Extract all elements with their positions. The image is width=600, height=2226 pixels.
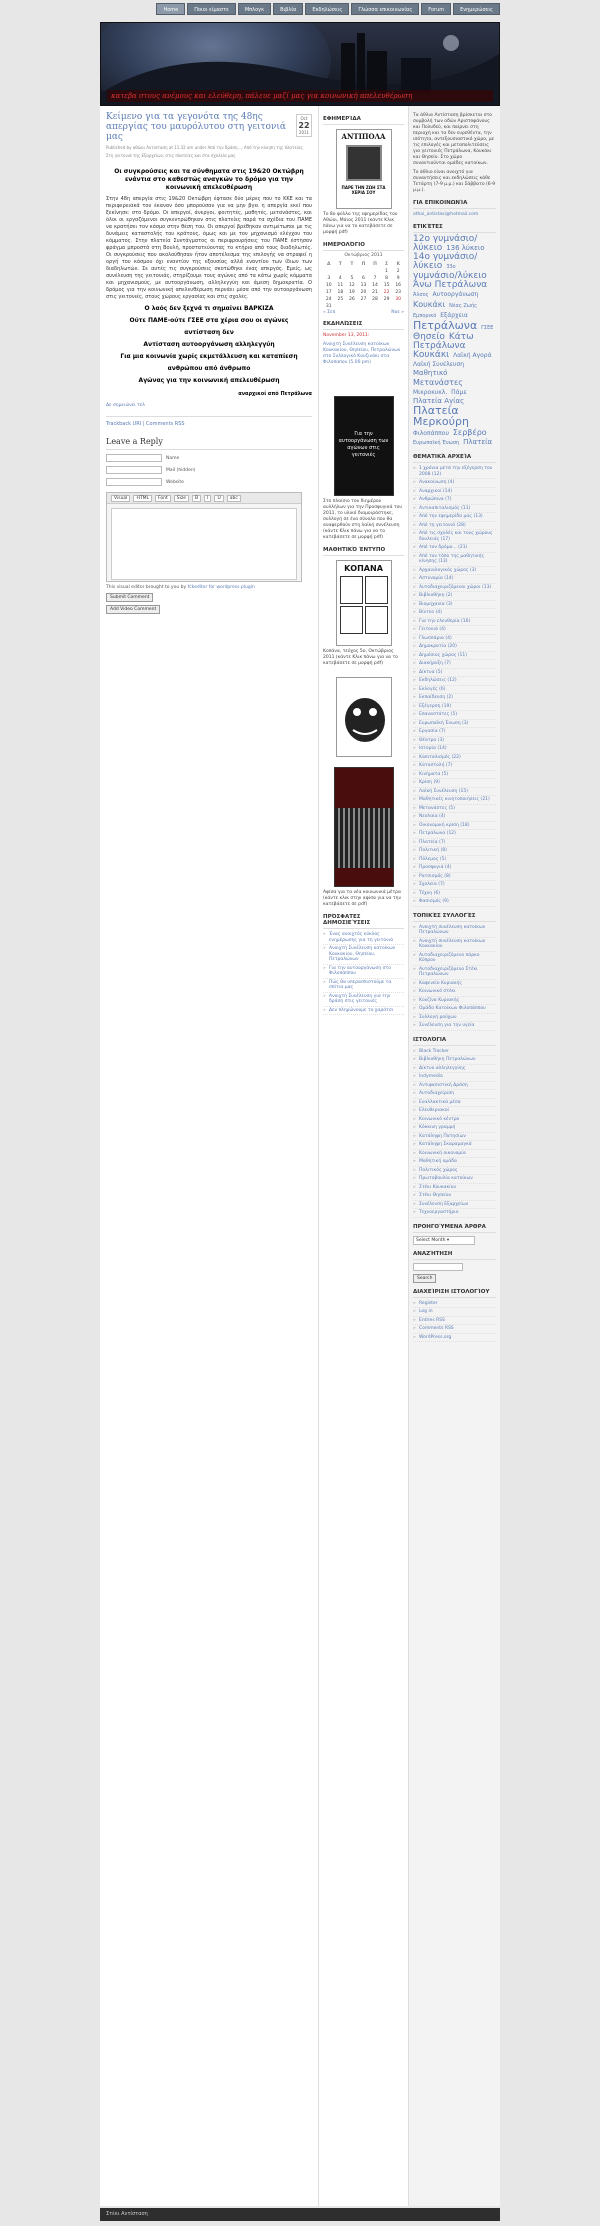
blogroll-link[interactable]: » Πρωτοβουλία κατοίκων [413,1175,496,1184]
blogroll-link[interactable]: » Ελευθεριακοί [413,1107,496,1116]
about-text: Τα άθλια Αντίσταση βρίσκεται στο συμβολή των οδών Αριστοφάνους και Πολυδεύ, και παίρνει στη περιοχή και τα δεν ευρεθέντα, την ισότητα, αντεξουσιαστικό χώρο, με τις επιλογές και μεταπολιτεύσεις για γειτονιές Πετράλωνα, Κουκάκι και Θησείο. Στο χώρο συναντιούνται ομάδες κατοίκων. [413,113,495,166]
category-link[interactable]: » Ευρωπαϊκή Ένωση (3) [413,720,496,729]
contact-title: ΓΙΑ ΕΠΙΚΟΙΝΩΝΊΑ [413,200,496,209]
tag-link[interactable]: Πλατεία Αγίας [413,397,465,405]
blogroll-link[interactable]: » Indymedia [413,1073,496,1082]
calendar-day[interactable]: 29 [383,297,390,302]
website-input[interactable] [106,478,162,486]
cartoon-image[interactable] [336,677,392,757]
poster-widget-text: Αφίσα για τα νέα κοινωνικά μέτρα (κάντε κλικ στην αφίσα για να την κατεβάσετε σε pdf) [323,890,402,907]
blogroll-title: ΙΣΤΟΛΌΓΙΑ [413,1037,496,1046]
website-label: Website [166,479,184,485]
calendar-day-header: Π [373,262,377,267]
blogroll-link[interactable]: » Βιβλιοθήκη Πετραλώνων [413,1056,496,1065]
mail-field-row [106,466,312,474]
slogan-line: Αντίσταση αυτοοργάνωση αλληλεγγύη [143,341,275,348]
cover-subtitle: ΠΑΡΕ ΤΗΝ ΖΩΗ ΣΤΑ ΧΕΡΙΑ ΣΟΥ [341,185,386,195]
calendar-nav [323,310,404,315]
blogroll-link[interactable]: » Εναλλακτικά μέσα [413,1099,496,1108]
editor-toolbar-button[interactable]: HTML [133,495,152,502]
tag-link[interactable]: Εξάρχεια [440,312,468,319]
recent-posts-title: ΠΡΌΣΦΑΤΕΣ ΔΗΜΟΣΙΕΎΣΕΙΣ [323,914,404,929]
cover-graphic [346,145,382,181]
category-link[interactable]: » Βίντεο (4) [413,609,496,618]
post-meta: Published by αθώοι Αντίσταση at 11:32 am under Από την δράση..., Από την κίνηση της πλατείας [106,145,303,150]
editor-toolbar-button[interactable]: Size [174,495,189,502]
tag-link[interactable]: γυμνάσιο/λύκειο [413,271,487,281]
tag-link[interactable]: Ευρωπαϊκή Ένωση [413,440,460,446]
category-link[interactable]: » Αρχαιολογικός χώρος (3) [413,567,496,576]
tag-link[interactable]: Λαϊκή Αγορά [453,352,492,359]
calendar-week [323,296,404,303]
local-link[interactable]: » Καφενείο Κυριακής [413,980,496,989]
event-date: November 13, 2011: [323,333,370,338]
category-link[interactable]: » Εκδηλώσεις (12) [413,677,496,686]
tag-link[interactable]: Κουκάκι [413,300,446,309]
tag-link[interactable]: 12ο γυμνάσιο/λύκειο [413,234,478,253]
tag-link[interactable]: Μαθητικό [413,369,448,377]
search-form [413,1263,496,1271]
tag-link[interactable]: Σερβέρο [452,428,487,437]
admin-link[interactable]: » Entries RSS [413,1317,496,1326]
local-link[interactable]: » Συνέλευση για την υγεία [413,1022,496,1031]
blogroll-link[interactable]: » Κατάληψη Σκαραμαγκά [413,1141,496,1150]
newspaper-cover-image[interactable] [336,129,392,209]
admin-title: ΔΙΑΧΕΊΡΙΣΗ ΙΣΤΟΛΟΓΊΟΥ [413,1289,496,1298]
calendar-week [323,303,404,310]
post-signature: αναρχικοί από Πετράλωνα [238,391,312,397]
local-link[interactable]: » Ανοιχτή συνέλευση κατοίκων Πετραλώνων [413,924,496,938]
calendar-week [323,282,404,289]
slogan-line: Αγώνας για την κοινωνική απελευθέρωση [138,377,280,384]
post-tags-link[interactable]: Δε σημειώνει τελ [106,403,145,408]
category-link[interactable]: » 1 χρόνια μετά την εξέγερση του 2008 (12) [413,465,496,479]
reply-title: Leave a Reply [106,437,312,450]
calendar-day[interactable]: 25 [337,297,344,302]
calendar-day [346,303,358,310]
category-link[interactable]: » Φασισμός (9) [413,898,496,907]
editor-toolbar-button[interactable]: I [204,495,211,502]
category-link[interactable]: » Θέατρο (3) [413,737,496,746]
calendar-day[interactable]: 23 [395,290,402,295]
category-link[interactable]: » Βιβλιοθήκη (2) [413,592,496,601]
events-widget-text: Στο πλαίσιο του διημέρου αυλλήλων για την Προσφυγικά του 2011, το υλικό διαμοιράστηκε, συλλογή σε ένα σύνολο που θα αναφερθούν στη λαϊκή συνέλευση (κάντε Κλικ πάνω για να το κατεβάσετε σε μορφή pdf) [323,499,402,540]
calendar-day-header: Σ [385,262,389,267]
categories-list [413,465,496,907]
tag-link[interactable]: Πλατεία Μερκούρη [413,404,469,428]
archive-title: ΠΡΟΗΓΟΎΜΕΝΑ ΆΡΘΡΑ [413,1224,496,1233]
category-link[interactable]: » Ανθρώπινα (7) [413,496,496,505]
blogroll-link[interactable]: » Κοινωνική οικονομία [413,1150,496,1159]
tag-link[interactable]: Μετανάστες [413,378,463,387]
category-link[interactable]: » Διακήρυξη (7) [413,660,496,669]
nav-item[interactable]: Μπλογκ [238,3,271,15]
tag-link[interactable]: Φιλοπάππου [413,430,449,437]
editor-toolbar-button[interactable]: Visual [111,495,130,502]
calendar-month: Οκτώβριος 2011 [344,253,383,258]
blogroll-link[interactable]: » Δίκτυο αλληλεγγύης [413,1065,496,1074]
categories-title: ΘΕΜΑΤΙΚΆ ΑΡΧΕΊΑ [413,454,496,463]
tag-link[interactable]: Θησείο [413,332,445,342]
category-link[interactable]: » Πετράλωνα (12) [413,830,496,839]
category-link[interactable]: » Σχολεία (7) [413,881,496,890]
tag-link[interactable]: Πλατεία [463,438,493,446]
category-link[interactable]: » Τέχνη (6) [413,890,496,899]
calendar-day-header: Τ [350,262,354,267]
tag-link[interactable]: Λαϊκή Συνέλευση [413,361,465,368]
tag-link[interactable]: Νέας Ζωής [449,303,478,309]
calendar-week [323,289,404,296]
category-link[interactable]: » Αναρχικοί (14) [413,488,496,497]
event-poster-image[interactable] [334,396,394,496]
student-widget-title: ΜΑΘΗΤΙΚΌ ΈΝΤΥΠΟ [323,547,404,556]
nav-item[interactable]: Εκδηλώσεις [305,3,349,15]
category-link[interactable]: » Πόλεμος (5) [413,856,496,865]
editor-toolbar-button[interactable]: abc [227,495,241,502]
category-link[interactable]: » Λαϊκή Συνέλευση (15) [413,788,496,797]
admin-list [413,1300,496,1343]
tag-link[interactable]: 136 λύκειο [446,244,485,252]
slogan-line: ανθρώπου από άνθρωπο [167,365,251,372]
tag-cloud [413,235,496,448]
calendar-day[interactable]: 31 [325,304,332,309]
calendar-day [335,268,347,275]
calendar-day [392,303,404,310]
search-input[interactable] [413,1263,463,1271]
calendar-day[interactable]: 12 [349,283,355,288]
tag-link[interactable]: Μικροκυκλ. [413,389,448,396]
local-link[interactable]: » Κουζίνα Κυριακής [413,997,496,1006]
tag-link[interactable]: Πετράλωνα [413,319,478,332]
slogan-line: Ο λαός δεν ξεχνά τι σημαίνει ΒΑΡΚΙΖΑ [144,305,274,312]
comment-textarea[interactable] [111,508,297,580]
calendar-day[interactable]: 4 [338,276,342,281]
blogroll-link[interactable]: » Κόκκινη γραμμή [413,1124,496,1133]
admin-link[interactable]: » Comments RSS [413,1325,496,1334]
blogroll-link[interactable]: » Black Tracker [413,1048,496,1057]
nav-item[interactable]: Γλώσσα επικοινωνίας [351,3,419,15]
category-link[interactable]: » Εξέγερση (19) [413,703,496,712]
main-content [100,106,318,2206]
local-link[interactable]: » Αυτοδιαχειριζόμενο Στέκι Πετραλώνων [413,966,496,980]
category-link[interactable]: » Κινήματα (5) [413,771,496,780]
blogroll-link[interactable]: » Κατάληψη Πατησίων [413,1133,496,1142]
local-link[interactable]: » Κοινωνικό στέκι [413,988,496,997]
local-links-list [413,924,496,1031]
admin-link[interactable]: » WordPress.org [413,1334,496,1343]
sidebar-right [408,106,500,2206]
category-link[interactable]: » Εργασία (7) [413,728,496,737]
recent-post-link[interactable]: » Πώς θα υπερασπιστούμε τα σπίτια μας [323,979,404,993]
category-link[interactable]: » Ρατσισμός (8) [413,873,496,882]
category-link[interactable]: » Κρίση (9) [413,779,496,788]
calendar-day[interactable]: 9 [396,276,400,281]
comic-title: ΚΟΠΑΝΑ [344,564,383,573]
calendar-day[interactable]: 8 [385,276,389,281]
calendar-day[interactable]: 20 [360,290,367,295]
admin-link[interactable]: » Log in [413,1308,496,1317]
post-meta-secondary: Στη γειτονιά της Εξαρχείων, στις πλατείες και στα σχολεία μας [106,153,236,158]
calendar-day[interactable]: 26 [349,297,355,302]
nav-item[interactable]: Ποιοι είμαστε [187,3,236,15]
footer-text: Στέκι Αντίσταση [106,2211,148,2217]
calendar-day-header: Δ [327,262,331,267]
category-link[interactable]: » Αστυνομία (14) [413,575,496,584]
newspaper-widget-title: ΕΦΗΜΕΡΊΔΑ [323,116,404,125]
tags-title: ΕΤΙΚΈΤΕΣ [413,224,496,233]
mail-input[interactable] [106,466,162,474]
calendar-day[interactable]: 2 [396,269,400,274]
event-link[interactable]: Ανοιχτή Συνέλευση κατοίκων Κουκακίου, Θησείου, Πετραλώνων στο Συλλογικό Κουζινάκι στα Φιλοπαπου (5.00 pm) [323,342,401,365]
name-field-row [106,454,312,462]
calendar-day [381,303,393,310]
tag-link[interactable]: Πάμε [451,389,467,396]
category-link[interactable]: » Αυτοδιαχειριζόμενοι χώροι (13) [413,584,496,593]
tag-link[interactable]: 14ο γυμνάσιο/λύκειο [413,252,478,271]
tag-link[interactable]: Άνω Πετράλωνα [413,280,488,290]
blogroll-link[interactable]: » Αυτοδιαχείριση [413,1090,496,1099]
category-link[interactable]: » Γλωσσάρια (4) [413,635,496,644]
post-title[interactable]: Κείμενο για τα γεγονότα της 48ης απεργίας του μαυρόλυτου στη γειτονιά μας [106,112,286,142]
category-link[interactable]: » Δημοκρατία (20) [413,643,496,652]
category-link[interactable]: » Νεολαία (4) [413,813,496,822]
category-link[interactable]: » Από τον τόπο της μαθητικής κίνησης (13) [413,553,496,567]
tag-link[interactable]: Κάτω Πετράλωνα [413,332,474,351]
site-header [100,22,500,106]
submit-comment-button[interactable]: Submit Comment [106,593,153,602]
editor-toolbar-button[interactable]: B [192,495,201,502]
category-link[interactable]: » Επαναστάτες (5) [413,711,496,720]
nav-item[interactable]: Βιβλία [273,3,303,15]
blogroll-link[interactable]: » Τεχνοεργαστήριο [413,1209,496,1218]
cartoon-drawing [337,678,392,757]
student-widget-text: Κοπάνα, τεύχος 5ο, Οκτώβριος 2011 (κάντε Κλικ πάνω για να το κατεβάσετε σε μορφή pdf) [323,649,398,666]
calendar-day [323,268,335,275]
category-link[interactable]: » Γειτονιά (4) [413,626,496,635]
calendar-widget-title: ΗΜΕΡΟΛΌΓΙΟ [323,242,404,251]
post-date-badge [296,114,312,137]
recent-post-link[interactable]: » Για την αυτοοργάνωση στο Φιλοπάππου [323,965,404,979]
category-link[interactable]: » Από τον δρόμο... (21) [413,544,496,553]
tag-link[interactable]: Εμπορικό [413,313,437,319]
category-link[interactable]: » Καπιταλισμός (22) [413,754,496,763]
cover-title: ΑΝΤΙΠΟΛΑ [341,132,386,141]
recent-post-link[interactable]: » Ανοιχτή Συνέλευση κατοίκων Κουκακίου, Θησείου, Πετραλώνων [323,945,404,965]
about-hours-text: Το άθλιο είναι ανοιχτό για συναντήσεις και εκδηλώσεις κάθε Τετάρτη (7-9 μ.μ.) και Σάββατο (6-9 μ.μ.). [413,170,496,193]
category-link[interactable]: » Αντικαπιταλισμός (11) [413,505,496,514]
local-link[interactable]: » Ομάδα Κατοίκων Φιλοπάππου [413,1005,496,1014]
category-link[interactable]: » Ανακοίνωση (4) [413,479,496,488]
post-date-month: Oct [300,116,308,121]
chevron-down-icon: ▾ [446,1237,450,1243]
add-video-comment-button[interactable]: Add Video Comment [106,605,160,614]
calendar-day [369,303,381,310]
blogroll-link[interactable]: » Πολιτικός χώρος [413,1167,496,1176]
calendar-prev-link[interactable]: « Σεπ [323,310,336,315]
nav-item[interactable]: Home [156,3,185,15]
calendar-day[interactable]: 3 [327,276,331,281]
calendar-day-header: Κ [396,262,400,267]
calendar-day[interactable]: 1 [385,269,389,274]
category-link[interactable]: » Από τη γειτονιά (28) [413,522,496,531]
admin-link[interactable]: » Register [413,1300,496,1309]
category-link[interactable]: » Από την εφημερίδα μας (13) [413,513,496,522]
calendar-day[interactable]: 28 [372,297,378,302]
calendar-day [369,268,381,275]
calendar-day-header: Π [361,262,366,267]
tag-link[interactable]: 33ο [446,264,456,270]
category-link[interactable]: » Ιστορία (14) [413,745,496,754]
calendar-day [346,268,358,275]
slogan-line: αντίσταση δεν [184,329,234,336]
post-date-day: 22 [298,121,310,130]
nav-item[interactable]: Forum [421,3,451,15]
calendar-day[interactable]: 30 [395,297,402,302]
calendar-day[interactable]: 10 [325,283,332,288]
calendar-day [358,303,370,310]
comic-cover-image[interactable] [336,560,392,646]
editor-toolbar-button[interactable]: Font [155,495,171,502]
local-link[interactable]: » Συλλογή ρούχων [413,1014,496,1023]
recent-posts-list [323,931,404,1015]
calendar-next-link[interactable]: Νοε » [391,310,404,315]
calendar-day[interactable]: 11 [337,283,344,288]
editor-toolbar [107,493,301,504]
calendar-day[interactable]: 19 [349,290,355,295]
calendar-week [323,275,404,282]
category-link[interactable]: » Δημόσιος χώρος (11) [413,652,496,661]
blogroll-list [413,1048,496,1218]
post-date-year: 2011 [298,130,310,135]
contact-email[interactable]: athoi_antistasi@hotmail.com [413,212,479,217]
top-navigation [100,0,500,22]
calendar-day[interactable]: 15 [383,283,390,288]
search-title: ΑΝΑΖΉΤΗΣΗ [413,1251,496,1260]
trackback-link[interactable]: Trackback URI | Comments RSS [106,416,312,427]
slogan-line: Για μια κοινωνία χωρίς εκμετάλλευση και καταπίεση [120,353,298,360]
comic-panels [337,573,391,637]
recent-post-link[interactable]: » Ανοιχτή Συνέλευση για την δράση στις γειτονιές [323,993,404,1007]
visual-note-text: This visual editor brought to you by [106,585,187,590]
category-link[interactable]: » Από τις σχολές και τους χώρους δουλειάς (17) [413,530,496,544]
editor-toolbar-button[interactable]: U [214,495,223,502]
local-link[interactable]: » Ανοιχτή συνέλευση κατοίκων Κουκακίου [413,938,496,952]
archive-select-value: Select Month [416,1237,446,1243]
page-wrapper [100,0,500,2226]
calendar-table [323,261,404,310]
blogroll-link[interactable]: » Κοινωνικό κέντρο [413,1116,496,1125]
page-content [100,106,500,2206]
website-field-row [106,478,312,486]
calendar-day[interactable]: 24 [325,297,332,302]
local-links-title: ΤΟΠΙΚΈΣ ΣΥΛΛΟΓΈΣ [413,913,496,922]
category-link[interactable]: » Πλατεία (7) [413,839,496,848]
calendar-day[interactable]: 16 [395,283,402,288]
category-link[interactable]: » Καταστολή (7) [413,762,496,771]
calendar-day[interactable]: 22 [383,290,390,295]
measures-poster-image[interactable] [334,767,394,887]
events-widget-title: ΕΚΔΗΛΏΣΕΙΣ [323,321,404,330]
newspaper-widget-text: Το 8ο φύλλο της εφημερίδας του Αθώοι, Μάιος 2011 (κάντε Κλικ πάνω για να το κατεβάσετε σε μορφή pdf) [323,212,398,235]
calendar-day[interactable]: 6 [362,276,365,281]
category-link[interactable]: » Εκλογές (6) [413,686,496,695]
recent-post-link[interactable]: » Δεν πληρώνουμε το χαράτσι [323,1007,404,1016]
calendar-day[interactable]: 27 [360,297,367,302]
local-link[interactable]: » Αυτοδιαχειριζόμενο πάρκο Κύπρου [413,952,496,966]
tag-link[interactable]: Αυτοοργάνωση [432,291,479,298]
tag-link[interactable]: ΓΣΕΕ [481,325,494,331]
category-link[interactable]: » Οικονομική κρίση (18) [413,822,496,831]
post-body: Στην 48η απεργία στις 19&20 Οκτώβρη έφτασε δύο μέρες που το ΚΚΕ και τα περιφερειακά του έκαναν όσο μπορούσαν για να μην βγει η απεργία εκεί που ξεκίνησε: στο δρόμο. Οι απεργοί, άνεργοι, φοιτητές, μαθητές, μετανάστες, και όλοι οι εργαζόμενοι συγκεντρώθηκαν στις πλατείες παρά τα σχέδια του ΠΑΜΕ να κρατήσει τον κόσμο στην θέση του. Οι απεργοί βρέθηκαν αντιμέτωποι με τις δυνάμεις καταστολής του κράτους, όμως και με τον μηχανισμό ελέγχου του κόμματος. Στην πλατεία Συντάγματος οι περιφρουρήσεις του ΠΑΜΕ έστησαν φράγμα μπροστά στη Βουλή, προστατεύοντας το κτήριο από τους διαδηλωτές. Οι συγκρούσεις που ακολούθησαν ήταν αποτέλεσμα της επιλογής να στραφεί η οργή του κόσμου όχι εναντίον της εξουσίας αλλά εναντίον των ίδιων των διαδηλωτών. Σε αυτές τις συγκρούσεις σκοτώθηκε ένας απεργός. Εμείς, ως συνέλευση της γειτονιάς, στηρίζουμε τους αγώνες από τα κάτω χωρίς κόμματα και μηχανισμούς, με αυτοοργάνωση, αλληλεγγύη και άμεση δημοκρατία. Ο δρόμος για την κοινωνική απελευθέρωση περνάει μέσα από την αυτοοργάνωση στις γειτονιές, στους χώρους εργασίας και στις σχολές. [106,196,312,300]
tag-link[interactable]: Κουκάκι [413,350,450,360]
header-tagline: κατεβα στους ανέμους και ελεύθερη, πάλευε μαζί μας για κοινωνική απελευθέρωση [107,90,493,102]
calendar-day-header: Τ [338,262,342,267]
category-link[interactable]: » Εκπαίδευση (2) [413,694,496,703]
poster-text: Για την αυτοοργάνωση των αγώνων στις γειτονιές [338,431,389,458]
blogroll-link[interactable]: » Στέκι Κουκακίου [413,1184,496,1193]
name-label: Name [166,455,180,461]
footer [100,2208,500,2221]
tag-link[interactable]: Άλσος [413,292,429,298]
post-heading: Οι συγκρούσεις και τα σύνθηματα στις 19&20 Οκτώβρη ενάντια στο καθεστώς αναγκών το δρόμο για την κοινωνική απελευθέρωση [114,168,304,191]
calendar-day[interactable]: 21 [372,290,378,295]
blogroll-link[interactable]: » Αντιφασιστική Δράση [413,1082,496,1091]
poster-crowd [335,808,393,868]
category-link[interactable]: » Δίκτυα (5) [413,669,496,678]
calendar-day[interactable]: 7 [373,276,377,281]
calendar-week [323,268,404,275]
calendar-day [335,303,347,310]
post-slogans [106,305,312,385]
category-link[interactable]: » Πολιτική (8) [413,847,496,856]
nav-item[interactable]: Ενημερώσεις [453,3,500,15]
recent-post-link[interactable]: » Ένας ανοιχτός κύκλος ενημέρωσης για τη γειτονιά [323,931,404,945]
calendar-day[interactable]: 13 [360,283,367,288]
calendar-day[interactable]: 17 [325,290,332,295]
blogroll-link[interactable]: » Στέκι Θησείου [413,1192,496,1201]
search-button[interactable]: Search [413,1274,436,1283]
category-link[interactable]: » Προσφυγιά (4) [413,864,496,873]
comment-editor [106,492,302,582]
calendar-day[interactable]: 5 [350,276,354,281]
blogroll-link[interactable]: » Συνέλευση Εξαρχείων [413,1201,496,1210]
category-link[interactable]: » Μετανάστες (5) [413,805,496,814]
category-link[interactable]: » Βιομηχανία (3) [413,601,496,610]
name-input[interactable] [106,454,162,462]
sidebar-left [318,106,408,2206]
calendar-day[interactable]: 14 [372,283,378,288]
mail-label: Mail (hidden) [166,467,196,473]
visual-note-link[interactable]: fckeditor for wordpress plugin [187,585,255,590]
category-link[interactable]: » Μαθητικές κινητοποιήσεις (21) [413,796,496,805]
slogan-line: Ούτε ΠΑΜΕ-ούτε ΓΣΕΕ στα χέρια σου οι αγώνες [129,317,289,324]
archive-select[interactable] [413,1236,475,1245]
blogroll-link[interactable]: » Μαθητική ομάδα [413,1158,496,1167]
calendar-day [358,268,370,275]
category-link[interactable]: » Για την ελευθερία (16) [413,618,496,627]
calendar-day[interactable]: 18 [337,290,344,295]
